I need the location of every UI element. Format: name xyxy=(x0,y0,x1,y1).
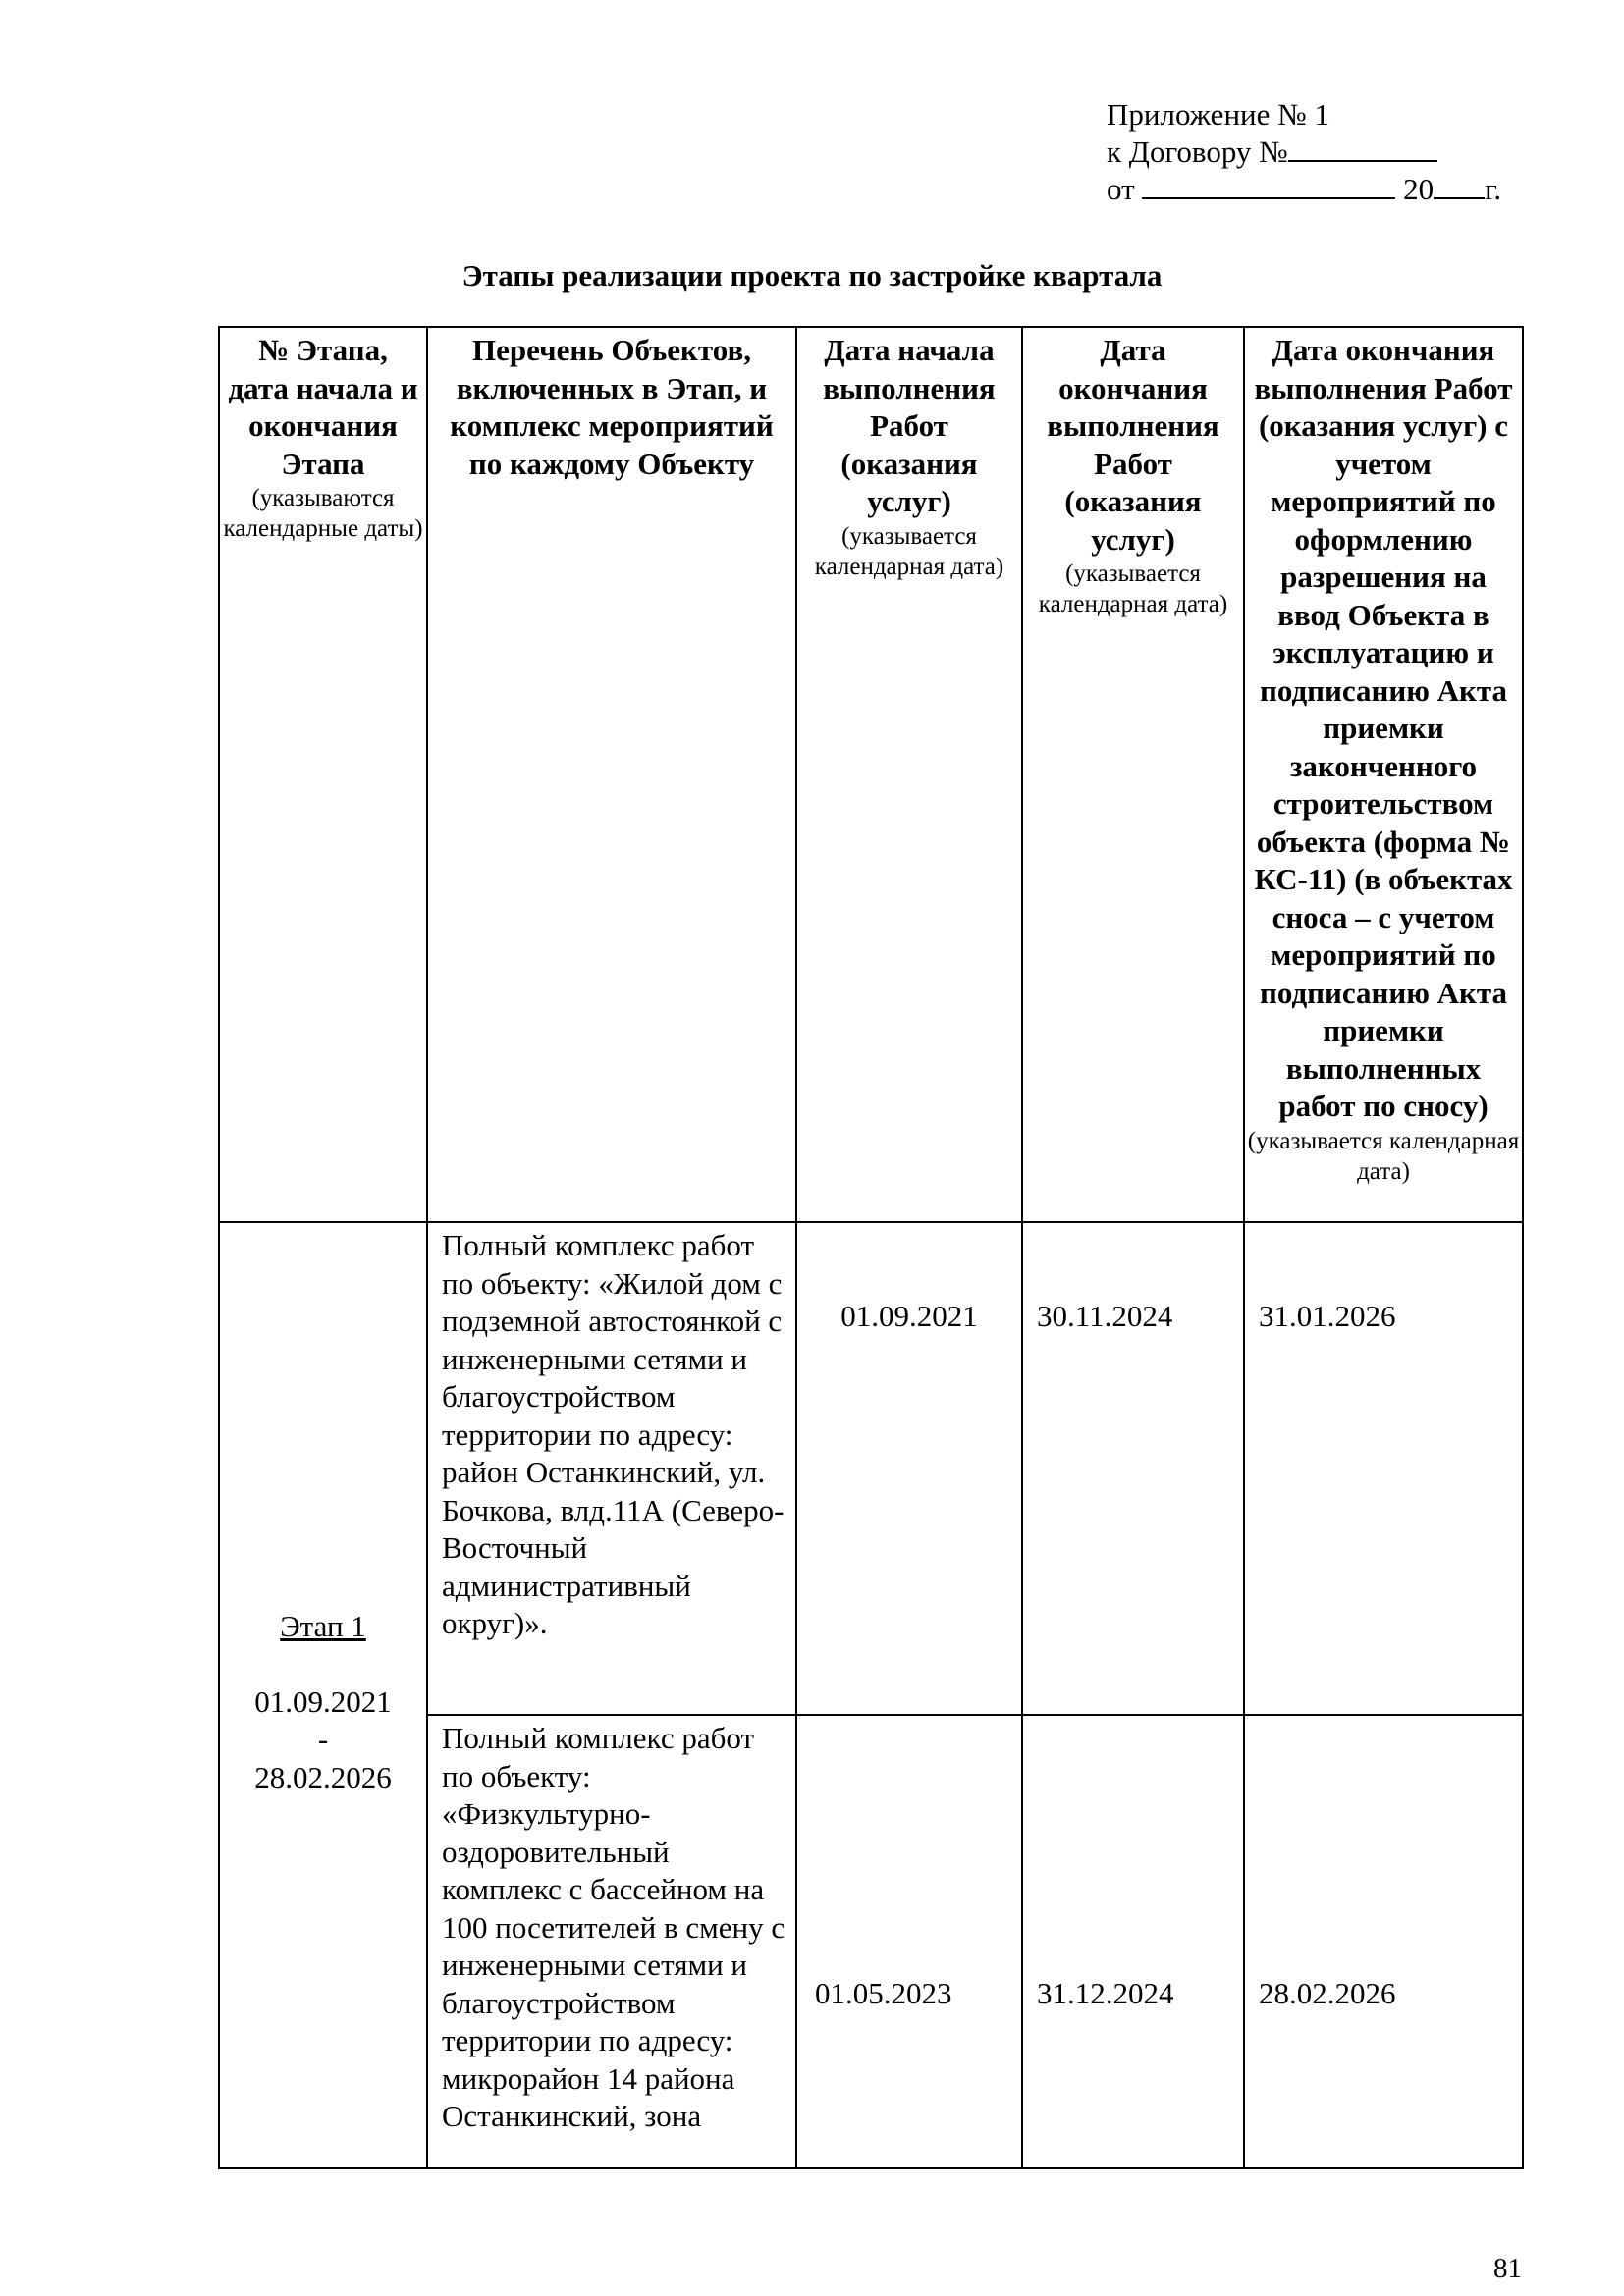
header-end-date xyxy=(1022,327,1244,1222)
stage-cell xyxy=(219,1222,427,2168)
contract-number-blank xyxy=(1288,133,1437,162)
stage-end: 28.02.2026 xyxy=(254,1759,392,1794)
object-description: Полный комплекс работ по объекту: «Физкультурно-оздоровительный комплекс с бассейном на 100 посетителей в смену с инженерными сетями и благоустройством территории по адресу: микрорайон 14 района Останкинский, зона xyxy=(427,1715,796,2168)
appendix-line-2 xyxy=(1107,133,1501,171)
header-final-date-title: Дата окончания выполнения Работ (оказания услуг) с учетом мероприятий по оформлению разрешения на ввод Объекта в эксплуатацию и подписанию Акта приемки законченного строительством объекта (форма № КС-11) (в объектах сноса – с учетом мероприятий по подписанию Акта приемки выполненных работ по сносу) xyxy=(1254,333,1513,1123)
date-from-label: от xyxy=(1107,172,1135,206)
start-date: 01.09.2021 xyxy=(796,1222,1022,1715)
year-blank xyxy=(1434,171,1485,199)
page-number: 81 xyxy=(1493,2253,1522,2284)
stages-table xyxy=(218,326,1524,2169)
final-date: 28.02.2026 xyxy=(1244,1715,1523,2168)
header-end-date-title: Дата окончания выполнения Работ (оказания услуг) xyxy=(1047,333,1219,557)
end-date: 30.11.2024 xyxy=(1022,1222,1244,1715)
header-start-date-note: (указывается календарная дата) xyxy=(814,522,1004,580)
contract-label: к Договору № xyxy=(1107,134,1288,169)
stage-start: 01.09.2021 xyxy=(254,1683,392,1719)
table-header-row xyxy=(219,327,1523,1222)
document-title: Этапы реализации проекта по застройке квартала xyxy=(461,258,1163,293)
year-suffix: г. xyxy=(1485,172,1502,206)
header-stage xyxy=(219,327,427,1222)
object-description: Полный комплекс работ по объекту: «Жилой дом с подземной автостоянкой с инженерными сетями и благоустройством территории по адресу: район Останкинский, ул. Бочкова, влд.11А (Северо-Восточный административный округ)». xyxy=(427,1222,796,1715)
table-row xyxy=(219,1222,1523,1715)
stage-dash: - xyxy=(317,1722,329,1756)
year-prefix: 20 xyxy=(1403,172,1435,206)
start-date: 01.05.2023 xyxy=(796,1715,1022,2168)
header-start-date xyxy=(796,327,1022,1222)
header-stage-note: (указываются календарные даты) xyxy=(223,485,423,542)
end-date: 31.12.2024 xyxy=(1022,1715,1244,2168)
appendix-block xyxy=(1107,96,1501,208)
header-final-date xyxy=(1244,327,1523,1222)
appendix-line-1: Приложение № 1 xyxy=(1107,97,1329,132)
appendix-line-3 xyxy=(1107,171,1501,208)
date-blank xyxy=(1142,171,1395,199)
stage-name: Этап 1 xyxy=(280,1609,366,1643)
final-date: 31.01.2026 xyxy=(1244,1222,1523,1715)
header-objects xyxy=(427,327,796,1222)
header-objects-title: Перечень Объектов, включенных в Этап, и комплекс мероприятий по каждому Объекту xyxy=(450,333,774,481)
header-start-date-title: Дата начала выполнения Работ (оказания услуг) xyxy=(823,333,996,518)
header-final-date-note: (указывается календарная дата) xyxy=(1247,1127,1520,1185)
header-end-date-note: (указывается календарная дата) xyxy=(1038,561,1228,617)
header-stage-title: № Этапа, дата начала и окончания Этапа xyxy=(228,333,418,481)
